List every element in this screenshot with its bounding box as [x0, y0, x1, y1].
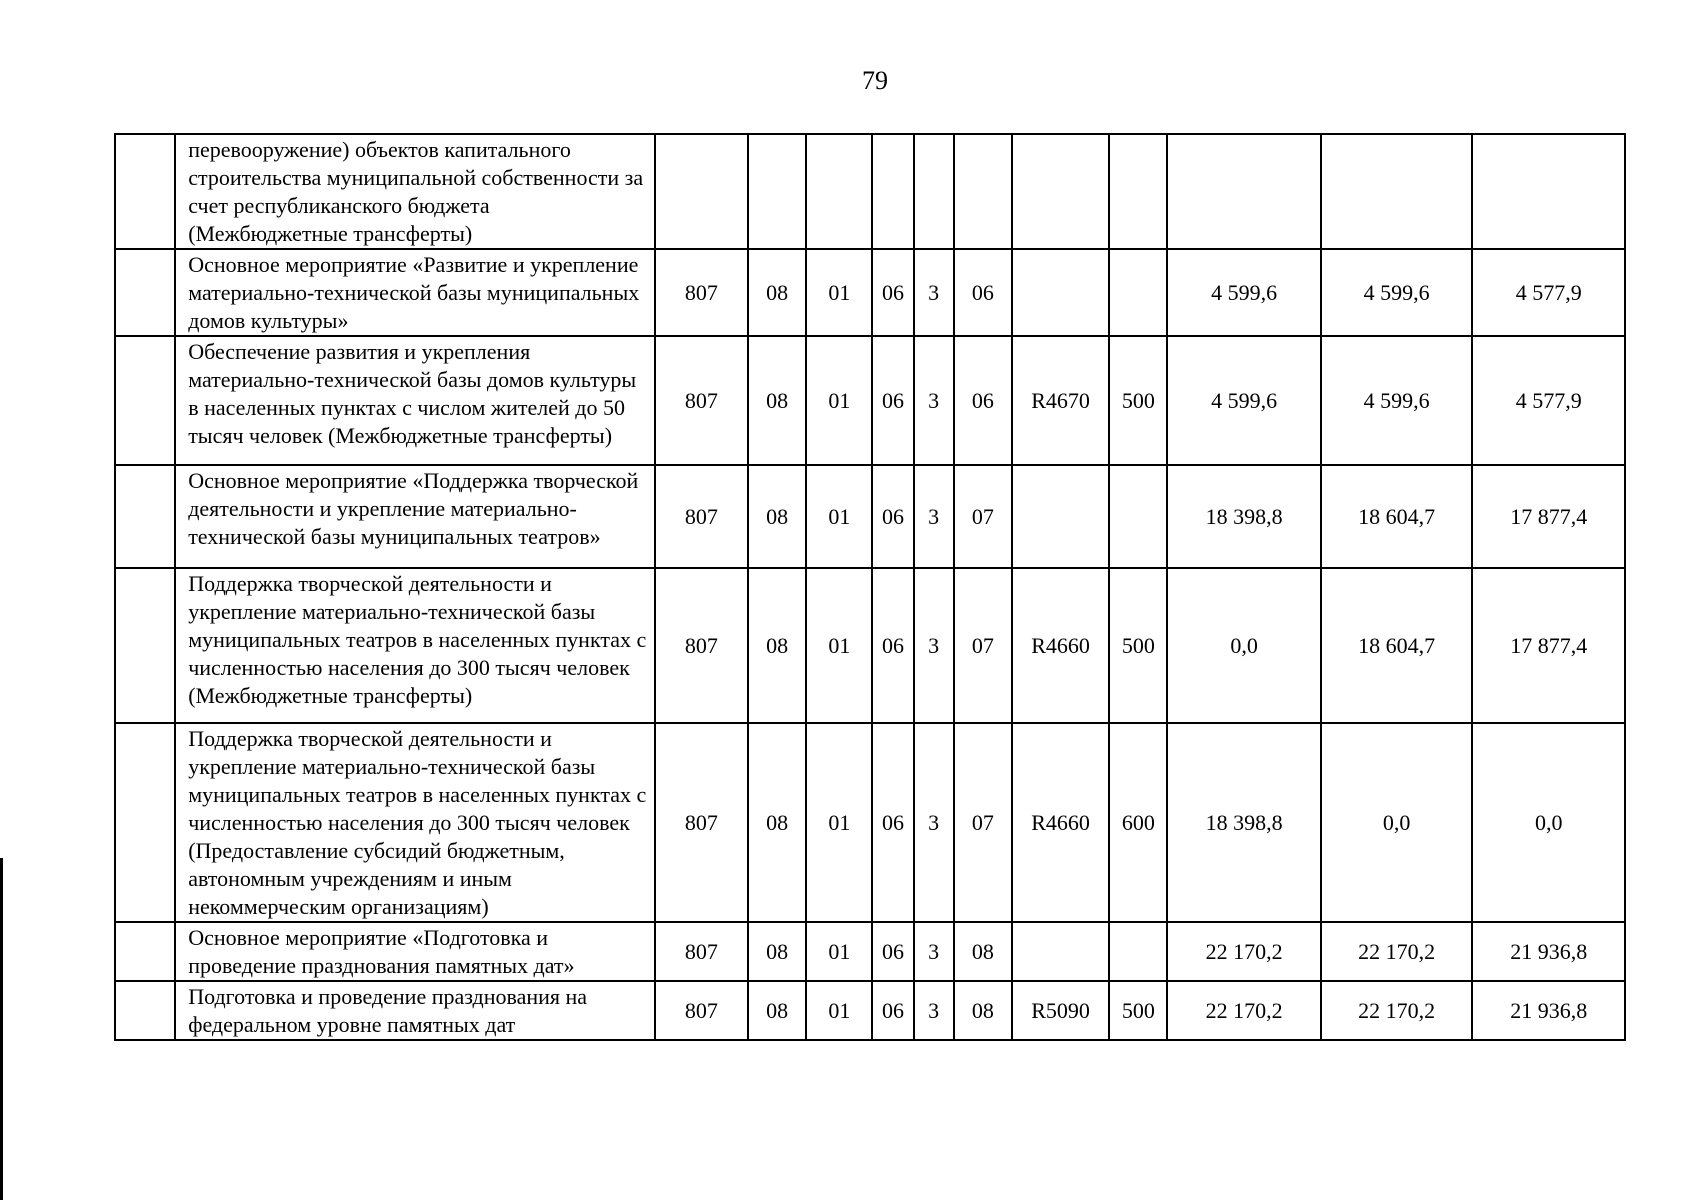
amount-3-cell: 4 577,9 — [1472, 336, 1625, 465]
amount-1-cell: 22 170,2 — [1167, 981, 1321, 1040]
amount-1-cell: 4 599,6 — [1167, 249, 1321, 336]
subsection-code-cell — [806, 134, 872, 249]
scan-edge-line — [0, 858, 3, 1200]
row-index-cell — [115, 981, 175, 1040]
description-cell: Основное мероприятие «Подготовка и проведение празднования памятных дат» — [175, 922, 655, 981]
expense-type-cell: 500 — [1109, 981, 1167, 1040]
expense-direction-cell: R4670 — [1012, 336, 1109, 465]
subsection-code-cell: 01 — [806, 568, 872, 723]
subsection-code-cell: 01 — [806, 723, 872, 922]
row-index-cell — [115, 134, 175, 249]
amount-3-cell: 0,0 — [1472, 723, 1625, 922]
amount-3-cell — [1472, 134, 1625, 249]
table-row — [115, 249, 1625, 336]
subprogram-code-cell: 3 — [914, 465, 954, 568]
subsection-code-cell: 01 — [806, 922, 872, 981]
amount-1-cell: 18 398,8 — [1167, 723, 1321, 922]
row-index-cell — [115, 922, 175, 981]
section-code-cell: 08 — [748, 981, 806, 1040]
subprogram-code-cell: 3 — [914, 981, 954, 1040]
table-row — [115, 465, 1625, 568]
subsection-code-cell: 01 — [806, 981, 872, 1040]
amount-2-cell: 4 599,6 — [1321, 249, 1473, 336]
subprogram-code-cell: 3 — [914, 249, 954, 336]
table-row — [115, 134, 1625, 249]
main-event-code-cell: 08 — [954, 922, 1012, 981]
table-row — [115, 336, 1625, 465]
subsection-code-cell: 01 — [806, 336, 872, 465]
ministry-code-cell: 807 — [655, 465, 748, 568]
ministry-code-cell: 807 — [655, 249, 748, 336]
amount-2-cell: 4 599,6 — [1321, 336, 1473, 465]
program-code-cell: 06 — [872, 723, 913, 922]
program-code-cell: 06 — [872, 336, 913, 465]
program-code-cell: 06 — [872, 981, 913, 1040]
row-index-cell — [115, 336, 175, 465]
budget-table — [114, 133, 1626, 1041]
expense-type-cell: 500 — [1109, 336, 1167, 465]
main-event-code-cell: 06 — [954, 249, 1012, 336]
expense-type-cell — [1109, 922, 1167, 981]
section-code-cell — [748, 134, 806, 249]
table-row — [115, 568, 1625, 723]
main-event-code-cell — [954, 134, 1012, 249]
expense-type-cell — [1109, 465, 1167, 568]
subprogram-code-cell: 3 — [914, 336, 954, 465]
amount-1-cell: 18 398,8 — [1167, 465, 1321, 568]
description-cell: Основное мероприятие «Развитие и укрепление материально-технической базы муниципальных домов культуры» — [175, 249, 655, 336]
amount-3-cell: 21 936,8 — [1472, 922, 1625, 981]
amount-3-cell: 17 877,4 — [1472, 568, 1625, 723]
expense-type-cell — [1109, 249, 1167, 336]
section-code-cell: 08 — [748, 249, 806, 336]
amount-1-cell — [1167, 134, 1321, 249]
expense-direction-cell — [1012, 465, 1109, 568]
description-cell: перевооружение) объектов капитального строительства муниципальной собственности за счет республиканского бюджета (Межбюджетные трансферты) — [175, 134, 655, 249]
main-event-code-cell: 06 — [954, 336, 1012, 465]
program-code-cell — [872, 134, 913, 249]
expense-direction-cell: R4660 — [1012, 723, 1109, 922]
expense-direction-cell — [1012, 249, 1109, 336]
table-row — [115, 981, 1625, 1040]
amount-1-cell: 0,0 — [1167, 568, 1321, 723]
section-code-cell: 08 — [748, 723, 806, 922]
expense-direction-cell: R5090 — [1012, 981, 1109, 1040]
amount-3-cell: 21 936,8 — [1472, 981, 1625, 1040]
ministry-code-cell: 807 — [655, 981, 748, 1040]
amount-1-cell: 4 599,6 — [1167, 336, 1321, 465]
section-code-cell: 08 — [748, 568, 806, 723]
subprogram-code-cell: 3 — [914, 723, 954, 922]
description-cell: Поддержка творческой деятельности и укрепление материально-технической базы муниципальных театров в населенных пунктах с численностью населения до 300 тысяч человек (Предоставление субсидий бюджетным, автономным учреждениям и иным некоммерческим организациям) — [175, 723, 655, 922]
description-cell: Подготовка и проведение празднования на федеральном уровне памятных дат — [175, 981, 655, 1040]
ministry-code-cell: 807 — [655, 336, 748, 465]
subsection-code-cell: 01 — [806, 249, 872, 336]
expense-type-cell: 600 — [1109, 723, 1167, 922]
expense-type-cell — [1109, 134, 1167, 249]
section-code-cell: 08 — [748, 336, 806, 465]
ministry-code-cell — [655, 134, 748, 249]
amount-2-cell: 0,0 — [1321, 723, 1473, 922]
row-index-cell — [115, 723, 175, 922]
expense-direction-cell: R4660 — [1012, 568, 1109, 723]
amount-2-cell: 22 170,2 — [1321, 981, 1473, 1040]
amount-2-cell: 18 604,7 — [1321, 465, 1473, 568]
row-index-cell — [115, 249, 175, 336]
description-cell: Поддержка творческой деятельности и укрепление материально-технической базы муниципальных театров в населенных пунктах с численностью населения до 300 тысяч человек (Межбюджетные трансферты) — [175, 568, 655, 723]
ministry-code-cell: 807 — [655, 922, 748, 981]
expense-type-cell: 500 — [1109, 568, 1167, 723]
description-cell: Обеспечение развития и укрепления материально-технической базы домов культуры в населенных пунктах с числом жителей до 50 тысяч человек (Межбюджетные трансферты) — [175, 336, 655, 465]
row-index-cell — [115, 465, 175, 568]
main-event-code-cell: 07 — [954, 465, 1012, 568]
table-row — [115, 723, 1625, 922]
main-event-code-cell: 07 — [954, 568, 1012, 723]
section-code-cell: 08 — [748, 465, 806, 568]
program-code-cell: 06 — [872, 465, 913, 568]
section-code-cell: 08 — [748, 922, 806, 981]
table-row — [115, 922, 1625, 981]
amount-3-cell: 17 877,4 — [1472, 465, 1625, 568]
main-event-code-cell: 08 — [954, 981, 1012, 1040]
program-code-cell: 06 — [872, 568, 913, 723]
page-number: 79 — [862, 66, 888, 95]
amount-3-cell: 4 577,9 — [1472, 249, 1625, 336]
program-code-cell: 06 — [872, 249, 913, 336]
program-code-cell: 06 — [872, 922, 913, 981]
amount-2-cell: 18 604,7 — [1321, 568, 1473, 723]
subprogram-code-cell — [914, 134, 954, 249]
ministry-code-cell: 807 — [655, 568, 748, 723]
expense-direction-cell — [1012, 134, 1109, 249]
expense-direction-cell — [1012, 922, 1109, 981]
main-event-code-cell: 07 — [954, 723, 1012, 922]
description-cell: Основное мероприятие «Поддержка творческой деятельности и укрепление материально-технической базы муниципальных театров» — [175, 465, 655, 568]
row-index-cell — [115, 568, 175, 723]
amount-2-cell — [1321, 134, 1473, 249]
ministry-code-cell: 807 — [655, 723, 748, 922]
table-body — [115, 134, 1625, 1040]
subsection-code-cell: 01 — [806, 465, 872, 568]
amount-2-cell: 22 170,2 — [1321, 922, 1473, 981]
subprogram-code-cell: 3 — [914, 922, 954, 981]
subprogram-code-cell: 3 — [914, 568, 954, 723]
amount-1-cell: 22 170,2 — [1167, 922, 1321, 981]
